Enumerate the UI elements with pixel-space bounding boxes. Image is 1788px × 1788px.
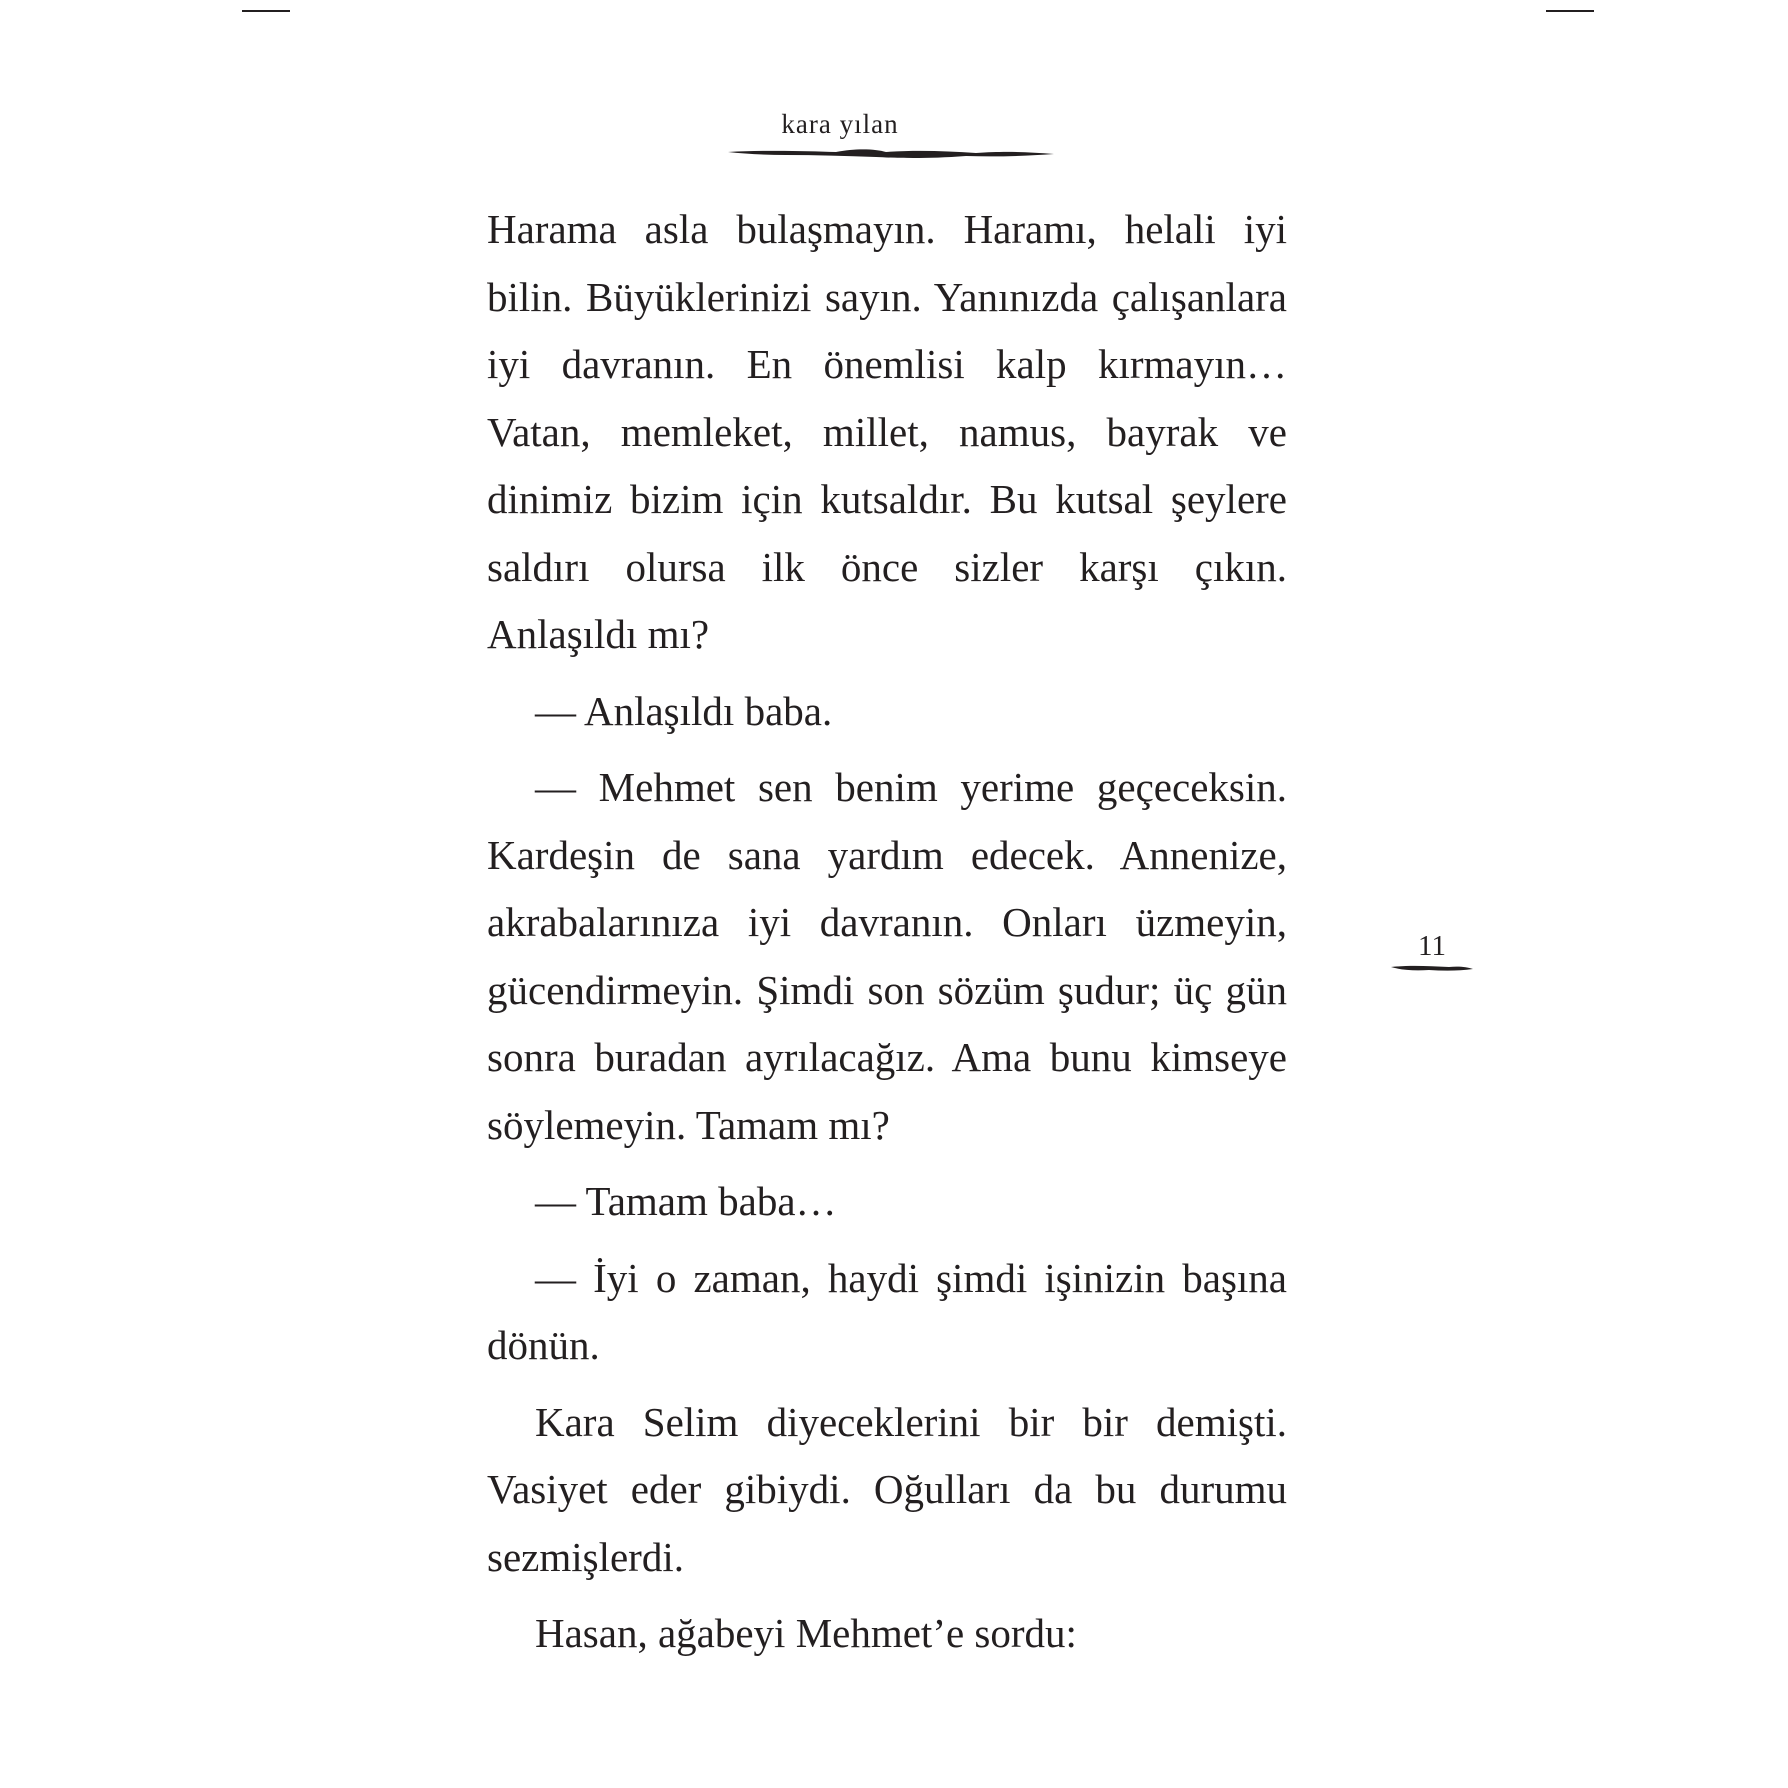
- crop-mark-right: [1546, 10, 1594, 12]
- paragraph: Harama asla bulaşmayın. Haramı, helali iyi bilin. Büyüklerinizi sayın. Yanınızda çalışanlara iyi davranın. En önemlisi kalp kırmayın… Vatan, memleket, millet, namus, bayrak ve dinimiz bizim için kutsaldır. Bu kutsal şeylere saldırı olursa ilk önce sizler karşı çıkın. Anlaşıldı mı?: [487, 206, 1287, 657]
- dialogue-line: — İyi o zaman, haydi şimdi işinizin başına dönün.: [487, 1254, 1287, 1368]
- folio-brush-stroke-icon: [1389, 962, 1475, 974]
- dialogue-line: — Anlaşıldı baba.: [535, 687, 833, 734]
- page-number: 11: [1418, 930, 1446, 962]
- header-brush-stroke-icon: [726, 146, 1056, 162]
- paragraph: Kara Selim diyeceklerini bir bir demişti. Vasiyet eder gibiydi. Oğulları da bu durumu sezmişlerdi.: [487, 1398, 1287, 1580]
- crop-mark-left: [242, 10, 290, 12]
- dialogue-line: — Tamam baba…: [535, 1178, 837, 1224]
- running-header: kara yılan: [781, 109, 899, 139]
- dialogue-line: — Mehmet sen benim yerime geçeceksin. Kardeşin de sana yardım edecek. Annenize, akrabalarınıza iyi davranın. Onları üzmeyin, gücendirmeyin. Şimdi son sözüm şudur; üç gün sonra buradan ayrılacağız. Ama bunu kimseye söylemeyin. Tamam mı?: [487, 764, 1287, 1148]
- paragraph: Hasan, ağabeyi Mehmet’e sordu:: [535, 1610, 1077, 1656]
- body-text: [487, 196, 1287, 1677]
